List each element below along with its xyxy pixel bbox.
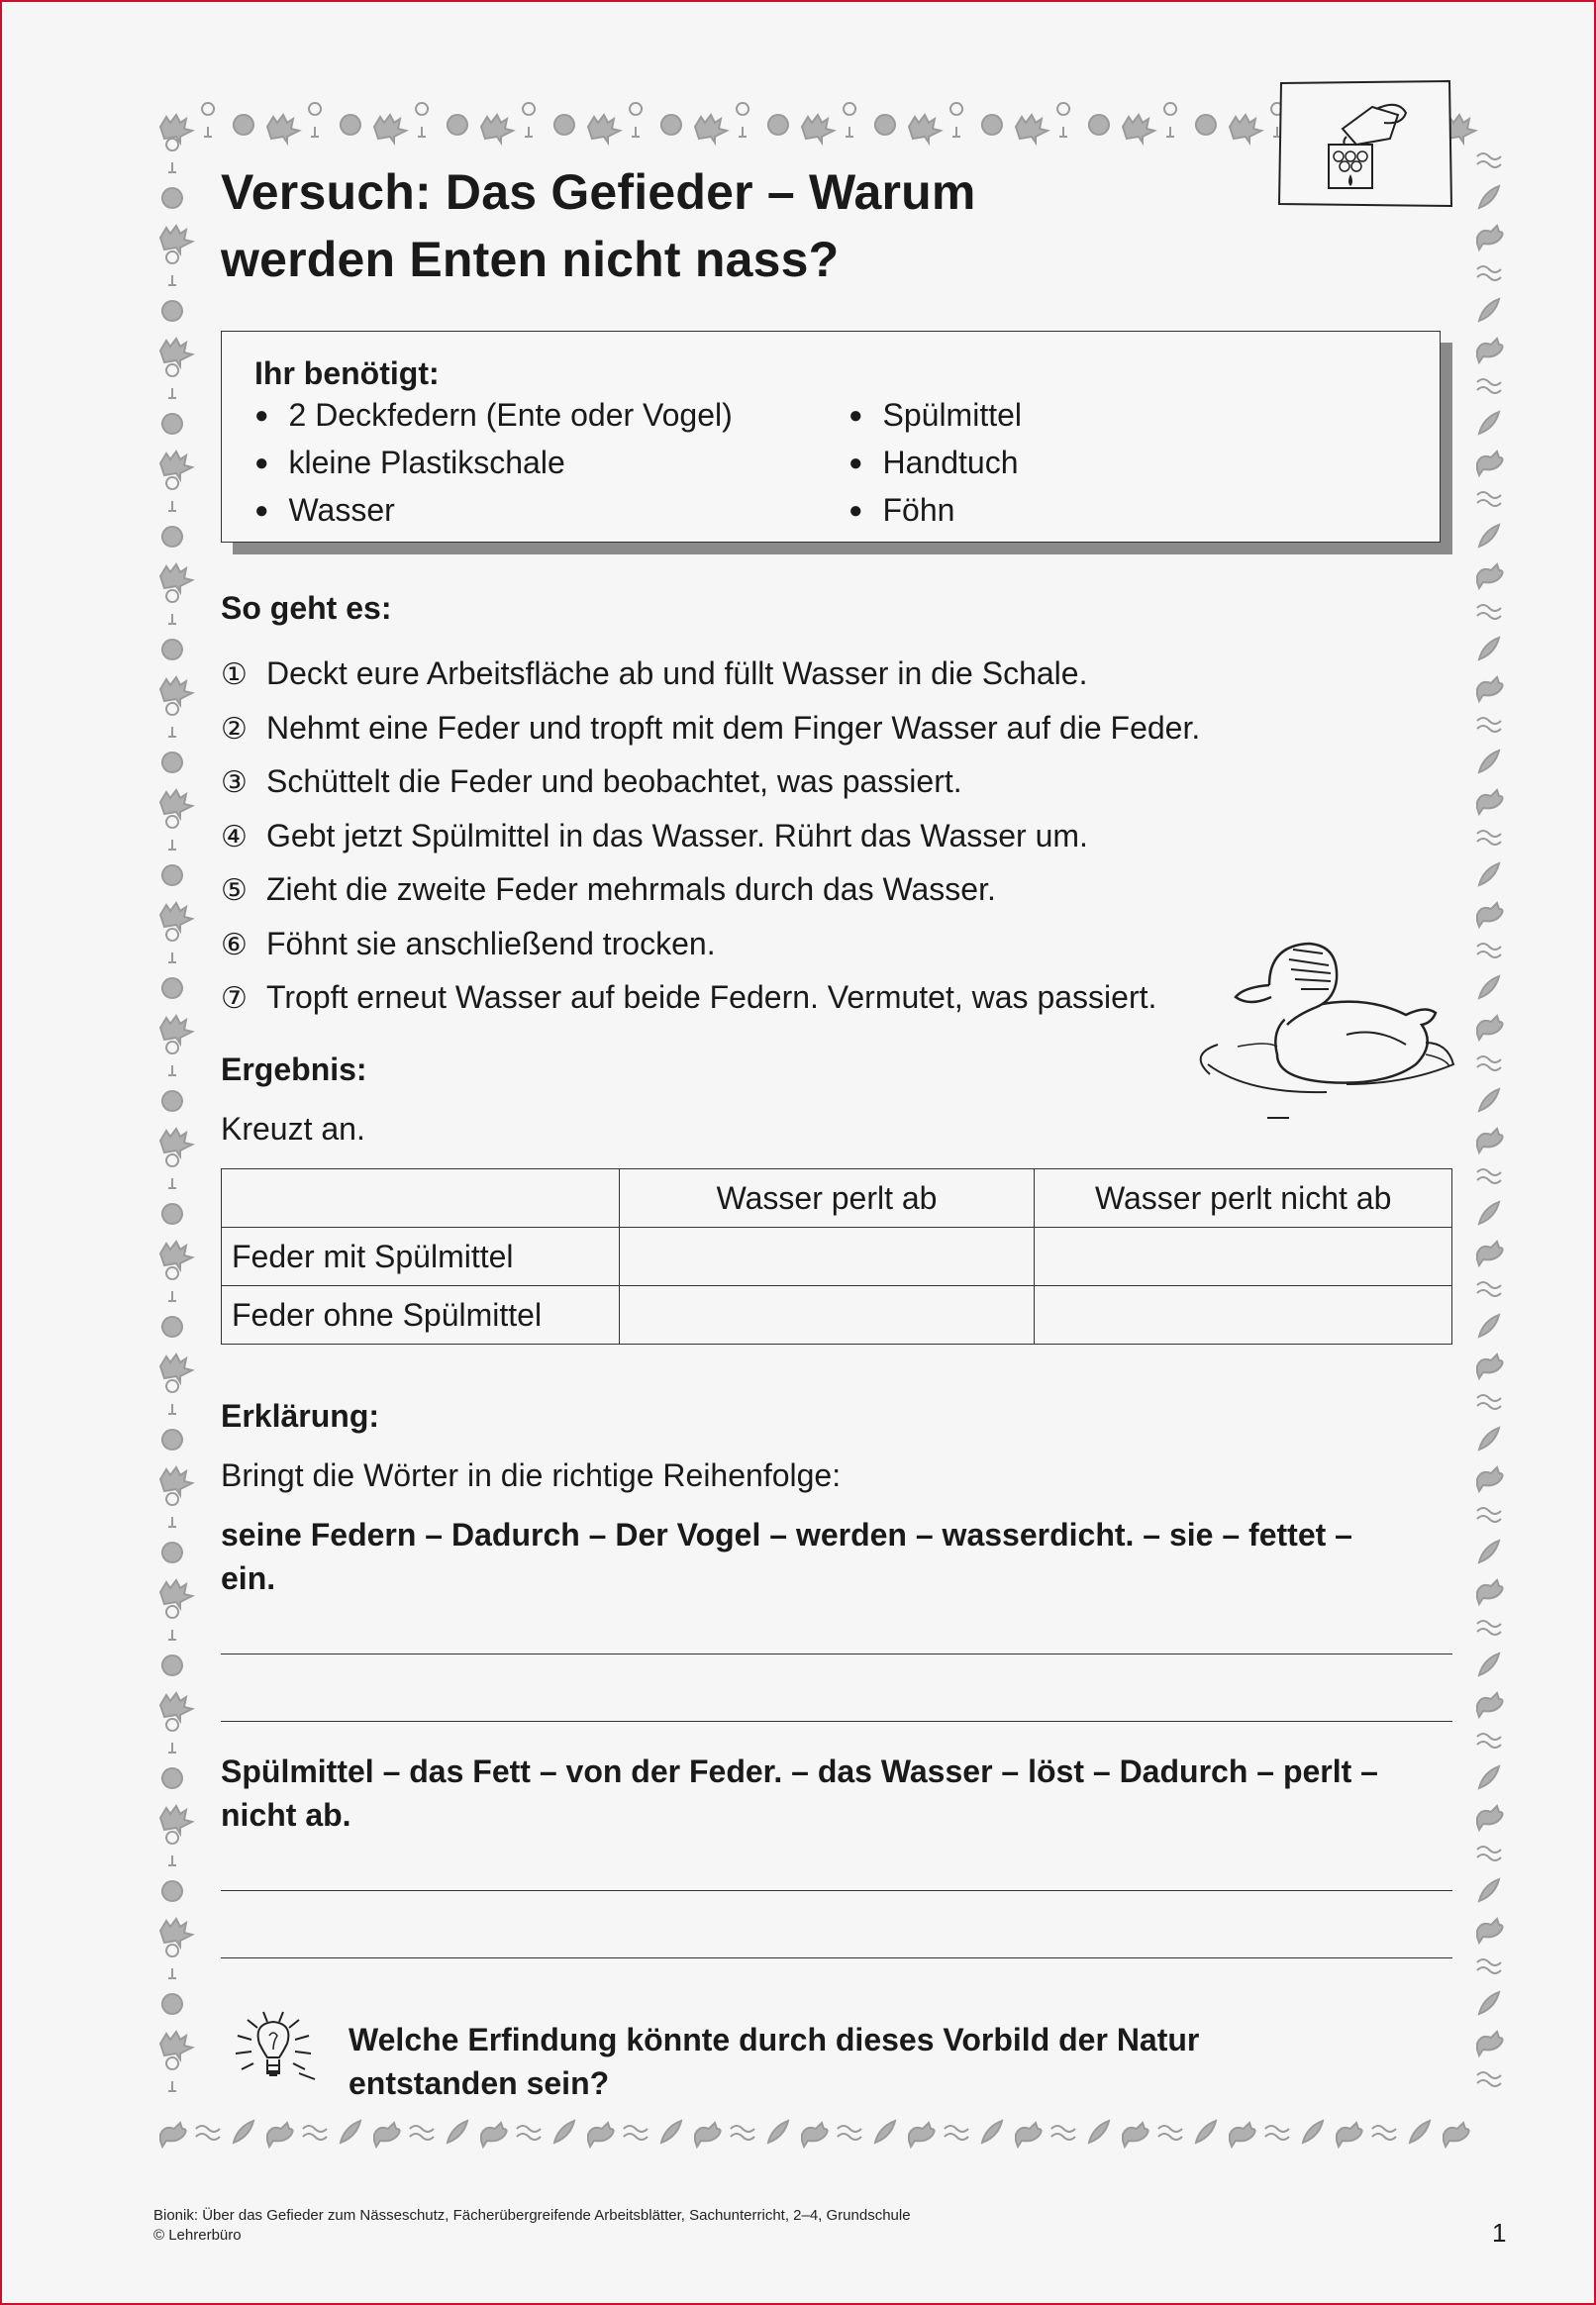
border-ornament (162, 1543, 182, 1562)
border-ornament (945, 2126, 968, 2140)
border-ornament (160, 677, 192, 705)
table-row (222, 1286, 1452, 1345)
border-ornament (162, 1430, 182, 1450)
result-table (221, 1168, 1452, 1345)
border-ornament (166, 477, 178, 511)
checkbox-cell[interactable] (619, 1228, 1035, 1286)
sentence-line: seine Federn – Dadurch – Der Vogel – werden – wasserdicht. – sie – fettet – (221, 1517, 1352, 1553)
border-ornament (162, 865, 182, 885)
result-instruction: Kreuzt an. (221, 1111, 365, 1147)
border-ornament (1477, 226, 1503, 250)
step-6 (221, 918, 1200, 972)
step-text: Schüttelt die Feder und beobachtet, was passiert. (266, 763, 962, 799)
border-ornament (1477, 790, 1503, 814)
question-line: Welche Erfindung könnte durch dieses Vorbild der Natur (349, 2022, 1200, 2057)
list-item: ● 2 Deckfedern (Ente oder Vogel) (254, 393, 733, 441)
step-5 (221, 863, 1200, 918)
border-ornament (1479, 525, 1499, 547)
border-ornament (1477, 677, 1503, 701)
border-ornament (1477, 1282, 1501, 1296)
procedure-heading: So geht es: (221, 590, 392, 626)
border-ornament (160, 1129, 192, 1156)
title-line-1: Versuch: Das Gefieder – Warum (221, 164, 976, 220)
border-ornament (1477, 1580, 1503, 1604)
border-ornament (630, 103, 642, 137)
border-ornament (374, 115, 406, 143)
border-ornament (162, 1881, 182, 1901)
border-ornament (267, 2123, 293, 2147)
materials-box (221, 331, 1441, 543)
border-ornament (166, 251, 178, 285)
border-ornament (1477, 1056, 1501, 1070)
border-ornament (1164, 103, 1176, 137)
duck-illustration (1198, 936, 1465, 1129)
border-ornament (160, 339, 192, 366)
border-ornament (661, 115, 681, 135)
writing-line[interactable] (221, 1957, 1452, 1958)
border-ornament (160, 564, 192, 592)
step-text: Gebt jetzt Spülmittel in das Wasser. Rührt das Wasser um. (266, 817, 1088, 853)
border-ornament (166, 929, 178, 962)
border-ornament (1158, 2126, 1182, 2140)
border-ornament (162, 1655, 182, 1675)
materials-heading: Ihr benötigt: (254, 355, 440, 391)
border-ornament (1477, 605, 1501, 619)
border-ornament (166, 1380, 178, 1414)
step-number: ④ (221, 819, 248, 854)
lightbulb-icon (218, 2010, 329, 2100)
reflection-question (349, 2018, 1199, 2105)
border-ornament (309, 103, 321, 137)
border-ornament (166, 364, 178, 398)
border-ornament (554, 115, 574, 135)
border-ornament (1303, 2121, 1323, 2143)
border-ornament (162, 1204, 182, 1224)
border-ornament (160, 1242, 192, 1269)
border-ornament (1479, 751, 1499, 772)
border-ornament (1477, 1508, 1501, 1522)
border-ornament (1477, 153, 1501, 167)
border-ornament (166, 1493, 178, 1527)
border-ornament (166, 816, 178, 850)
border-ornament (234, 2121, 253, 2143)
border-ornament (374, 2123, 400, 2147)
border-ornament (1477, 1693, 1503, 1717)
border-ornament (162, 1994, 182, 2014)
step-4 (221, 810, 1200, 864)
border-ornament (1477, 451, 1503, 475)
border-ornament (162, 527, 182, 547)
border-ornament (1477, 1959, 1501, 1973)
step-7 (221, 971, 1200, 1026)
border-ornament (1477, 903, 1503, 927)
step-number: ② (221, 711, 248, 747)
border-ornament (1477, 1354, 1503, 1378)
border-ornament (844, 103, 855, 137)
border-ornament (166, 1154, 178, 1188)
list-item: ● Spülmittel (848, 393, 1022, 441)
border-ornament (1477, 1016, 1503, 1040)
border-ornament (1016, 2123, 1042, 2147)
border-ornament (166, 1042, 178, 1075)
word-sentence-2 (221, 1750, 1458, 1837)
border-ornament (160, 790, 192, 818)
step-3 (221, 755, 1200, 810)
border-ornament (162, 1317, 182, 1337)
border-ornament (695, 2123, 721, 2147)
writing-line[interactable] (221, 1890, 1452, 1891)
border-ornament (166, 703, 178, 737)
border-ornament (1479, 1766, 1499, 1788)
materials-list-right (848, 393, 1022, 536)
border-ornament (196, 2126, 220, 2140)
border-ornament (448, 115, 467, 135)
border-ornament (341, 115, 360, 135)
border-ornament (1479, 1654, 1499, 1675)
border-ornament (1479, 1992, 1499, 2014)
border-ornament (1479, 1089, 1499, 1111)
border-ornament (1016, 115, 1047, 143)
border-ornament (737, 103, 748, 137)
border-ornament (160, 2032, 192, 2059)
border-ornament (1477, 1734, 1501, 1748)
list-item: ● kleine Plastikschale (254, 441, 733, 488)
checkbox-cell[interactable] (619, 1286, 1035, 1345)
border-ornament (1477, 1129, 1503, 1152)
border-ornament (1477, 1847, 1501, 1860)
border-ornament (1444, 2123, 1469, 2147)
sentence-line: Spülmittel – das Fett – von der Feder. – das Wasser – löst – Dadurch – perlt – (221, 1754, 1378, 1789)
border-ornament (1477, 379, 1501, 393)
border-ornament (166, 1719, 178, 1753)
word-sentence-1 (221, 1513, 1458, 1600)
footer-source: Bionik: Über das Gefieder zum Nässeschutz, Fächerübergreifende Arbeitsblätter, Sachunterricht, 2–4, Grundschule (153, 2207, 911, 2224)
border-ornament (1479, 1541, 1499, 1562)
step-text: Föhnt sie anschließend trocken. (266, 925, 716, 961)
border-ornament (1477, 564, 1503, 588)
border-ornament (1479, 1428, 1499, 1450)
table-header-cell: Wasser perlt nicht ab (1035, 1169, 1452, 1228)
border-ornament (162, 1091, 182, 1111)
border-ornament (202, 103, 214, 137)
footer (153, 2206, 911, 2246)
border-ornament (588, 2123, 614, 2147)
border-ornament (160, 2123, 186, 2147)
list-item: ● Wasser (254, 488, 733, 536)
border-ornament (1477, 492, 1501, 506)
border-ornament (162, 188, 182, 208)
list-item: ● Föhn (848, 488, 1022, 536)
border-ornament (1477, 339, 1503, 362)
border-ornament (1051, 2126, 1075, 2140)
border-ornament (554, 2121, 574, 2143)
border-ornament (1477, 1242, 1503, 1265)
border-ornament (166, 1945, 178, 1978)
border-ornament (982, 115, 1002, 135)
step-text: Tropft erneut Wasser auf beide Federn. Vermutet, was passiert. (266, 979, 1157, 1015)
border-ornament (1479, 1879, 1499, 1901)
border-ornament (1477, 831, 1501, 845)
title-line-2: werden Enten nicht nass? (221, 232, 840, 287)
procedure-steps (221, 648, 1200, 1026)
border-ornament (162, 414, 182, 434)
border-ornament (1477, 1395, 1501, 1409)
border-ornament (1477, 1919, 1503, 1943)
border-ornament (166, 1606, 178, 1640)
border-ornament (1230, 2123, 1255, 2147)
border-ornament (166, 1267, 178, 1301)
border-ornament (731, 2126, 754, 2140)
border-ornament (166, 590, 178, 624)
border-ornament (950, 103, 962, 137)
table-header-cell (222, 1169, 620, 1228)
border-ornament (1372, 2126, 1396, 2140)
border-ornament (162, 752, 182, 772)
border-ornament (1479, 299, 1499, 321)
border-ornament (838, 2126, 861, 2140)
page-title (221, 158, 976, 293)
border-ornament (481, 2123, 507, 2147)
explanation-instruction: Bringt die Wörter in die richtige Reihenfolge: (221, 1457, 842, 1493)
row-label: Feder mit Spülmittel (222, 1228, 620, 1286)
page-number: 1 (1492, 2218, 1507, 2248)
border-ornament (303, 2126, 327, 2140)
experiment-icon (1277, 79, 1453, 213)
border-ornament (166, 1832, 178, 1865)
border-ornament (517, 2126, 541, 2140)
border-ornament (160, 226, 192, 253)
table-header-cell: Wasser perlt ab (619, 1169, 1035, 1228)
border-ornament (802, 2123, 828, 2147)
border-ornament (523, 103, 535, 137)
border-ornament (1479, 976, 1499, 998)
step-text: Nehmt eine Feder und tropft mit dem Finger Wasser auf die Feder. (266, 709, 1201, 746)
border-ornament (160, 1693, 192, 1721)
step-text: Deckt eure Arbeitsfläche ab und füllt Wasser in die Schale. (266, 655, 1088, 691)
border-ornament (1123, 115, 1154, 143)
border-ornament (661, 2121, 681, 2143)
sentence-line: nicht ab. (221, 1797, 351, 1833)
row-label: Feder ohne Spülmittel (222, 1286, 620, 1345)
sentence-line: ein. (221, 1560, 276, 1596)
step-number: ⑤ (221, 873, 248, 908)
border-ornament (162, 978, 182, 998)
border-ornament (1479, 1315, 1499, 1337)
border-ornament (1057, 103, 1069, 137)
border-ornament (875, 2121, 895, 2143)
border-ornament (416, 103, 428, 137)
border-ornament (160, 1016, 192, 1044)
table-header-row (222, 1169, 1452, 1228)
border-ornament (1477, 1467, 1503, 1491)
border-ornament (1089, 2121, 1109, 2143)
border-ornament (160, 1580, 192, 1608)
table-row (222, 1228, 1452, 1286)
border-ornament (624, 2126, 648, 2140)
border-ornament (1477, 718, 1501, 732)
border-ornament (448, 2121, 467, 2143)
step-number: ⑦ (221, 981, 248, 1016)
footer-copyright: © Lehrerbüro (153, 2227, 242, 2244)
border-ornament (1479, 1202, 1499, 1224)
question-line: entstanden sein? (349, 2065, 610, 2101)
border-ornament (1477, 1169, 1501, 1183)
border-ornament (875, 115, 895, 135)
border-ornament (162, 301, 182, 321)
border-ornament (1196, 115, 1216, 135)
border-ornament (166, 2057, 178, 2091)
border-ornament (1230, 115, 1261, 143)
materials-list-left (254, 393, 733, 536)
border-ornament (341, 2121, 360, 2143)
border-ornament (160, 1806, 192, 1834)
border-ornament (768, 115, 788, 135)
border-ornament (1265, 2126, 1289, 2140)
border-ornament (1479, 186, 1499, 208)
border-ornament (909, 2123, 935, 2147)
border-ornament (982, 2121, 1002, 2143)
border-ornament (1479, 412, 1499, 434)
border-ornament (160, 115, 192, 143)
border-ornament (234, 115, 253, 135)
border-ornament (1477, 266, 1501, 280)
border-ornament (481, 115, 513, 143)
writing-line[interactable] (221, 1721, 1452, 1722)
step-number: ⑥ (221, 927, 248, 962)
list-item: ● Handtuch (848, 441, 1022, 488)
border-ornament (410, 2126, 434, 2140)
border-ornament (1479, 863, 1499, 885)
border-ornament (588, 115, 620, 143)
result-heading: Ergebnis: (221, 1052, 367, 1087)
step-number: ① (221, 657, 248, 692)
border-ornament (1337, 2123, 1362, 2147)
step-text: Zieht die zweite Feder mehrmals durch das Wasser. (266, 871, 996, 907)
border-ornament (1089, 115, 1109, 135)
border-ornament (768, 2121, 788, 2143)
border-ornament (267, 115, 299, 143)
border-ornament (1477, 2072, 1501, 2086)
border-ornament (160, 1467, 192, 1495)
border-ornament (160, 903, 192, 931)
border-ornament (1477, 1806, 1503, 1830)
border-ornament (166, 139, 178, 172)
border-ornament (162, 1768, 182, 1788)
checkbox-cell[interactable] (1035, 1286, 1452, 1345)
border-ornament (1477, 944, 1501, 957)
step-1 (221, 648, 1200, 702)
checkbox-cell[interactable] (1035, 1228, 1452, 1286)
border-ornament (160, 1354, 192, 1382)
border-ornament (1196, 2121, 1216, 2143)
border-ornament (162, 640, 182, 659)
border-ornament (1477, 1621, 1501, 1635)
step-2 (221, 702, 1200, 756)
border-ornament (1123, 2123, 1148, 2147)
border-ornament (160, 1919, 192, 1947)
border-ornament (1477, 2032, 1503, 2055)
border-ornament (160, 451, 192, 479)
border-ornament (1410, 2121, 1430, 2143)
border-ornament (909, 115, 941, 143)
explanation-heading: Erklärung: (221, 1398, 380, 1434)
step-number: ③ (221, 765, 248, 800)
border-ornament (802, 115, 834, 143)
border-ornament (695, 115, 727, 143)
border-ornament (1479, 638, 1499, 659)
